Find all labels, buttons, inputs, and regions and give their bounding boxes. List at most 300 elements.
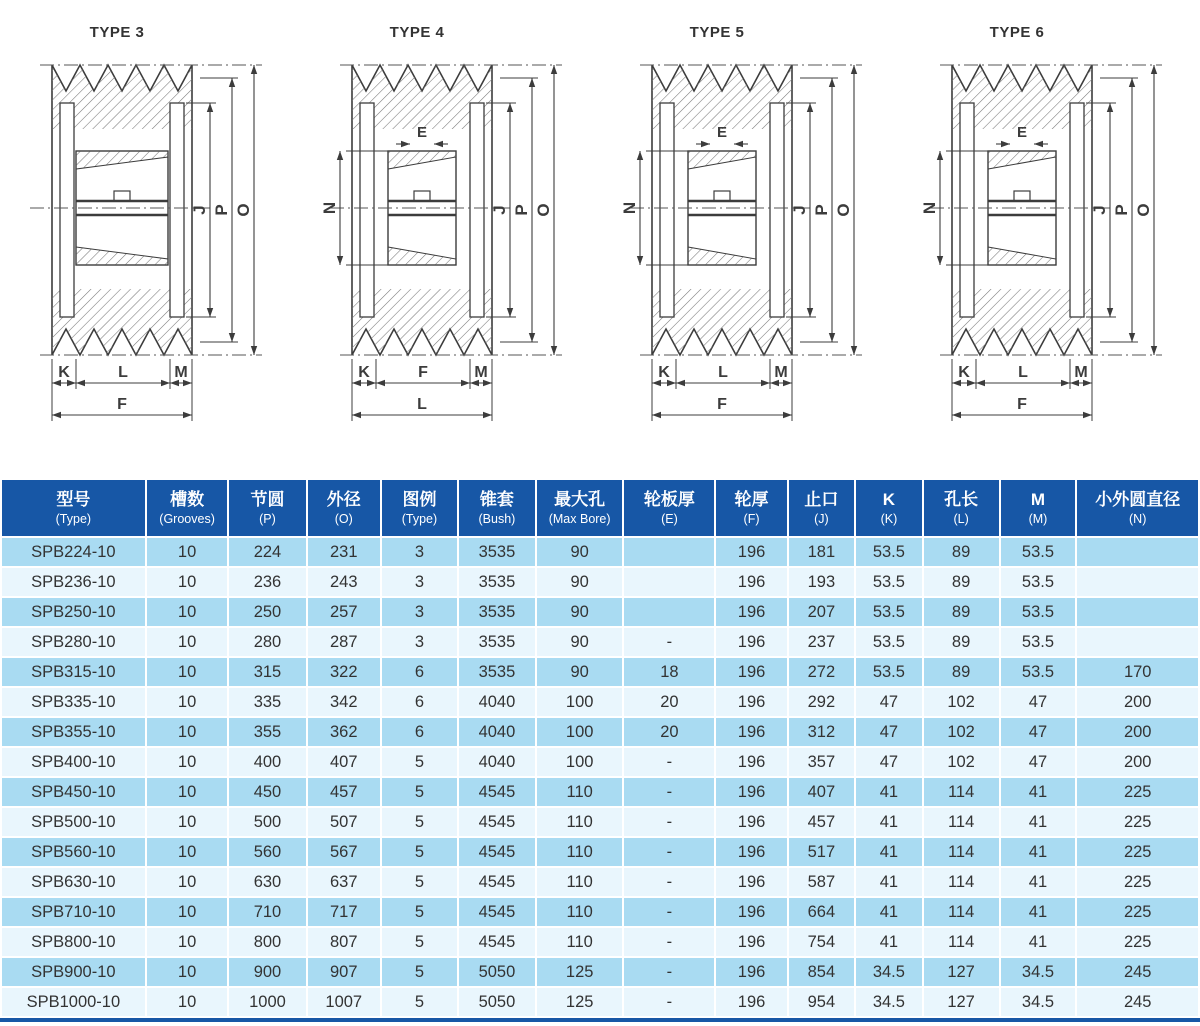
table-cell: - bbox=[624, 868, 714, 896]
table-cell: 196 bbox=[716, 748, 786, 776]
column-header: M (M) bbox=[1001, 480, 1076, 536]
table-cell: 20 bbox=[624, 688, 714, 716]
table-cell: 567 bbox=[308, 838, 381, 866]
column-header: 轮厚 (F) bbox=[716, 480, 786, 536]
table-cell: 41 bbox=[1001, 928, 1076, 956]
table-row bbox=[2, 748, 1198, 776]
table-cell: - bbox=[624, 748, 714, 776]
table-cell: - bbox=[624, 958, 714, 986]
table-cell: 53.5 bbox=[1001, 568, 1076, 596]
table-cell: 3535 bbox=[459, 658, 535, 686]
table-cell: 450 bbox=[229, 778, 305, 806]
table-cell: 225 bbox=[1077, 928, 1198, 956]
svg-text:K: K bbox=[58, 364, 70, 381]
table-cell: 196 bbox=[716, 808, 786, 836]
table-cell: 110 bbox=[537, 898, 622, 926]
svg-text:E: E bbox=[1016, 124, 1028, 141]
table-cell: SPB1000-10 bbox=[2, 988, 145, 1016]
table-cell bbox=[1077, 538, 1198, 566]
table-cell: 47 bbox=[856, 718, 922, 746]
table-cell: 10 bbox=[147, 928, 228, 956]
table-cell: 114 bbox=[924, 838, 999, 866]
table-cell bbox=[1077, 568, 1198, 596]
table-cell: 47 bbox=[856, 688, 922, 716]
table-cell: 900 bbox=[229, 958, 305, 986]
table-cell: 53.5 bbox=[856, 598, 922, 626]
svg-text:O: O bbox=[534, 203, 553, 217]
table-cell: 225 bbox=[1077, 838, 1198, 866]
table-cell: 954 bbox=[789, 988, 855, 1016]
table-cell: SPB500-10 bbox=[2, 808, 145, 836]
table-cell bbox=[624, 538, 714, 566]
table-cell: 89 bbox=[924, 598, 999, 626]
table-cell: 53.5 bbox=[856, 658, 922, 686]
table-cell: 114 bbox=[924, 928, 999, 956]
table-cell: 47 bbox=[1001, 718, 1076, 746]
spec-table-body bbox=[2, 538, 1198, 1016]
pulley-diagram-type-3 bbox=[0, 0, 300, 478]
svg-text:F: F bbox=[1017, 396, 1027, 413]
column-header: K (K) bbox=[856, 480, 922, 536]
table-cell: 196 bbox=[716, 988, 786, 1016]
pulley-drawing bbox=[910, 43, 1190, 473]
table-cell: 10 bbox=[147, 598, 228, 626]
table-cell: 5 bbox=[382, 988, 457, 1016]
table-cell: 245 bbox=[1077, 958, 1198, 986]
table-row bbox=[2, 838, 1198, 866]
table-cell: 110 bbox=[537, 838, 622, 866]
column-header: 小外圆直径 (N) bbox=[1077, 480, 1198, 536]
svg-text:F: F bbox=[717, 396, 727, 413]
column-header: 槽数 (Grooves) bbox=[147, 480, 228, 536]
table-cell: 20 bbox=[624, 718, 714, 746]
table-cell: 315 bbox=[229, 658, 305, 686]
table-cell: 357 bbox=[789, 748, 855, 776]
pulley-diagram-type-6 bbox=[900, 0, 1200, 478]
table-cell: 362 bbox=[308, 718, 381, 746]
table-row bbox=[2, 568, 1198, 596]
table-row bbox=[2, 598, 1198, 626]
table-cell: 10 bbox=[147, 718, 228, 746]
table-cell: 322 bbox=[308, 658, 381, 686]
table-cell: 231 bbox=[308, 538, 381, 566]
table-cell: 225 bbox=[1077, 898, 1198, 926]
table-cell: 89 bbox=[924, 628, 999, 656]
table-cell: 457 bbox=[308, 778, 381, 806]
table-cell: 41 bbox=[1001, 898, 1076, 926]
table-cell: 5 bbox=[382, 928, 457, 956]
table-cell: 637 bbox=[308, 868, 381, 896]
table-cell: 110 bbox=[537, 778, 622, 806]
table-cell: 41 bbox=[1001, 868, 1076, 896]
table-cell: 907 bbox=[308, 958, 381, 986]
table-cell: 5 bbox=[382, 898, 457, 926]
table-cell: 4545 bbox=[459, 838, 535, 866]
svg-text:E: E bbox=[716, 124, 728, 141]
svg-text:M: M bbox=[774, 364, 788, 381]
table-cell: 3 bbox=[382, 598, 457, 626]
table-cell: 517 bbox=[789, 838, 855, 866]
table-cell: 47 bbox=[1001, 688, 1076, 716]
table-cell: 407 bbox=[308, 748, 381, 776]
table-cell: 196 bbox=[716, 928, 786, 956]
table-cell: 4040 bbox=[459, 688, 535, 716]
table-cell: 102 bbox=[924, 688, 999, 716]
table-cell: 754 bbox=[789, 928, 855, 956]
column-header: 型号 (Type) bbox=[2, 480, 145, 536]
table-cell: SPB236-10 bbox=[2, 568, 145, 596]
svg-text:L: L bbox=[718, 364, 728, 381]
table-cell: 10 bbox=[147, 778, 228, 806]
table-cell: SPB224-10 bbox=[2, 538, 145, 566]
svg-text:N: N bbox=[320, 201, 339, 215]
table-cell: 664 bbox=[789, 898, 855, 926]
table-cell: 710 bbox=[229, 898, 305, 926]
table-cell: 114 bbox=[924, 898, 999, 926]
table-cell: 342 bbox=[308, 688, 381, 716]
table-cell: SPB335-10 bbox=[2, 688, 145, 716]
table-cell: 257 bbox=[308, 598, 381, 626]
table-row bbox=[2, 988, 1198, 1016]
pulley-drawing bbox=[10, 43, 290, 473]
pulley-diagrams bbox=[0, 0, 1200, 478]
svg-text:O: O bbox=[234, 203, 253, 217]
svg-text:N: N bbox=[920, 201, 939, 215]
svg-text:P: P bbox=[212, 204, 231, 216]
table-cell: 6 bbox=[382, 688, 457, 716]
table-cell: 5050 bbox=[459, 958, 535, 986]
table-cell: 41 bbox=[1001, 838, 1076, 866]
table-cell: SPB250-10 bbox=[2, 598, 145, 626]
table-cell: 102 bbox=[924, 718, 999, 746]
table-cell: - bbox=[624, 988, 714, 1016]
table-cell: 110 bbox=[537, 808, 622, 836]
table-cell: 807 bbox=[308, 928, 381, 956]
table-cell: 5 bbox=[382, 958, 457, 986]
table-cell: 18 bbox=[624, 658, 714, 686]
table-cell: 5 bbox=[382, 778, 457, 806]
table-cell: SPB630-10 bbox=[2, 868, 145, 896]
header-row bbox=[2, 480, 1198, 536]
table-cell: 10 bbox=[147, 688, 228, 716]
pulley-drawing bbox=[310, 43, 590, 473]
table-cell: 34.5 bbox=[1001, 988, 1076, 1016]
table-cell: 355 bbox=[229, 718, 305, 746]
table-cell: 41 bbox=[856, 898, 922, 926]
table-cell: 4545 bbox=[459, 808, 535, 836]
table-cell: SPB315-10 bbox=[2, 658, 145, 686]
column-header: 止口 (J) bbox=[789, 480, 855, 536]
table-cell: 90 bbox=[537, 658, 622, 686]
table-cell: 272 bbox=[789, 658, 855, 686]
table-cell: 127 bbox=[924, 988, 999, 1016]
table-cell: 90 bbox=[537, 568, 622, 596]
column-header: 锥套 (Bush) bbox=[459, 480, 535, 536]
svg-text:M: M bbox=[174, 364, 188, 381]
diagram-title: TYPE 4 bbox=[389, 24, 445, 41]
table-cell: 41 bbox=[856, 868, 922, 896]
table-cell: 200 bbox=[1077, 718, 1198, 746]
table-cell: 100 bbox=[537, 718, 622, 746]
table-cell: 125 bbox=[537, 988, 622, 1016]
table-cell: 500 bbox=[229, 808, 305, 836]
table-cell: SPB400-10 bbox=[2, 748, 145, 776]
table-cell: 10 bbox=[147, 628, 228, 656]
table-cell: 41 bbox=[856, 808, 922, 836]
svg-text:J: J bbox=[190, 205, 209, 215]
svg-text:J: J bbox=[1090, 205, 1109, 215]
svg-text:K: K bbox=[958, 364, 970, 381]
diagram-title: TYPE 5 bbox=[689, 24, 745, 41]
table-cell: 110 bbox=[537, 928, 622, 956]
table-row bbox=[2, 898, 1198, 926]
table-cell: 4545 bbox=[459, 898, 535, 926]
table-cell: 3535 bbox=[459, 628, 535, 656]
table-cell: 400 bbox=[229, 748, 305, 776]
column-header: 图例 (Type) bbox=[382, 480, 457, 536]
spec-table bbox=[0, 478, 1200, 1018]
table-cell: 47 bbox=[856, 748, 922, 776]
svg-text:M: M bbox=[1074, 364, 1088, 381]
table-cell: 292 bbox=[789, 688, 855, 716]
table-cell: 1007 bbox=[308, 988, 381, 1016]
table-cell: SPB280-10 bbox=[2, 628, 145, 656]
table-cell: 10 bbox=[147, 838, 228, 866]
table-cell: 243 bbox=[308, 568, 381, 596]
svg-text:E: E bbox=[416, 124, 428, 141]
table-cell: 587 bbox=[789, 868, 855, 896]
table-row bbox=[2, 958, 1198, 986]
table-cell: 200 bbox=[1077, 688, 1198, 716]
diagram-title: TYPE 6 bbox=[989, 24, 1045, 41]
table-cell: SPB355-10 bbox=[2, 718, 145, 746]
table-cell: 34.5 bbox=[856, 988, 922, 1016]
table-cell: 47 bbox=[1001, 748, 1076, 776]
table-cell: 41 bbox=[856, 778, 922, 806]
table-cell: 196 bbox=[716, 838, 786, 866]
table-cell: 630 bbox=[229, 868, 305, 896]
table-cell: 41 bbox=[856, 838, 922, 866]
column-header: 孔长 (L) bbox=[924, 480, 999, 536]
table-cell: 507 bbox=[308, 808, 381, 836]
table-cell: 236 bbox=[229, 568, 305, 596]
svg-text:F: F bbox=[418, 364, 428, 381]
table-cell: SPB900-10 bbox=[2, 958, 145, 986]
pulley-diagram-type-4 bbox=[300, 0, 600, 478]
table-cell: 4545 bbox=[459, 928, 535, 956]
table-row bbox=[2, 868, 1198, 896]
table-cell: 34.5 bbox=[1001, 958, 1076, 986]
table-cell: 225 bbox=[1077, 778, 1198, 806]
table-cell: 717 bbox=[308, 898, 381, 926]
table-cell: 200 bbox=[1077, 748, 1198, 776]
table-cell: 3 bbox=[382, 538, 457, 566]
table-cell: SPB560-10 bbox=[2, 838, 145, 866]
svg-text:L: L bbox=[1018, 364, 1028, 381]
svg-text:L: L bbox=[417, 396, 427, 413]
svg-text:J: J bbox=[490, 205, 509, 215]
table-cell: 53.5 bbox=[856, 538, 922, 566]
table-row bbox=[2, 628, 1198, 656]
table-cell: 245 bbox=[1077, 988, 1198, 1016]
table-cell: 5050 bbox=[459, 988, 535, 1016]
svg-text:N: N bbox=[620, 201, 639, 215]
table-cell: 237 bbox=[789, 628, 855, 656]
table-cell: 10 bbox=[147, 748, 228, 776]
table-cell: 5 bbox=[382, 748, 457, 776]
table-cell: 250 bbox=[229, 598, 305, 626]
table-cell: 5 bbox=[382, 838, 457, 866]
table-cell: 5 bbox=[382, 808, 457, 836]
svg-text:M: M bbox=[474, 364, 488, 381]
table-cell: 114 bbox=[924, 778, 999, 806]
table-cell: - bbox=[624, 808, 714, 836]
table-cell: - bbox=[624, 628, 714, 656]
table-cell: 53.5 bbox=[1001, 628, 1076, 656]
table-cell: 53.5 bbox=[856, 568, 922, 596]
svg-text:F: F bbox=[117, 396, 127, 413]
table-row bbox=[2, 688, 1198, 716]
table-cell: 225 bbox=[1077, 868, 1198, 896]
table-cell: 4545 bbox=[459, 868, 535, 896]
table-cell: 100 bbox=[537, 688, 622, 716]
table-cell: 114 bbox=[924, 808, 999, 836]
column-header: 节圆 (P) bbox=[229, 480, 305, 536]
table-cell: 4040 bbox=[459, 718, 535, 746]
table-cell: 6 bbox=[382, 658, 457, 686]
table-cell: 224 bbox=[229, 538, 305, 566]
table-cell: 196 bbox=[716, 628, 786, 656]
table-cell: 5 bbox=[382, 868, 457, 896]
table-cell: SPB450-10 bbox=[2, 778, 145, 806]
table-cell bbox=[1077, 628, 1198, 656]
table-cell: 125 bbox=[537, 958, 622, 986]
table-cell: 196 bbox=[716, 718, 786, 746]
table-cell: - bbox=[624, 838, 714, 866]
table-row bbox=[2, 808, 1198, 836]
table-cell bbox=[624, 598, 714, 626]
table-cell: 196 bbox=[716, 538, 786, 566]
svg-text:K: K bbox=[658, 364, 670, 381]
svg-text:O: O bbox=[1134, 203, 1153, 217]
table-cell: 10 bbox=[147, 868, 228, 896]
table-cell: 170 bbox=[1077, 658, 1198, 686]
table-cell: 225 bbox=[1077, 808, 1198, 836]
svg-text:L: L bbox=[118, 364, 128, 381]
pulley-diagram-type-5 bbox=[600, 0, 900, 478]
column-header: 最大孔 (Max Bore) bbox=[537, 480, 622, 536]
table-row bbox=[2, 778, 1198, 806]
table-cell: 89 bbox=[924, 568, 999, 596]
svg-text:P: P bbox=[512, 204, 531, 216]
table-cell: 10 bbox=[147, 808, 228, 836]
pulley-drawing bbox=[610, 43, 890, 473]
table-cell: 280 bbox=[229, 628, 305, 656]
table-cell: 10 bbox=[147, 988, 228, 1016]
table-cell: 3 bbox=[382, 628, 457, 656]
table-cell: 196 bbox=[716, 658, 786, 686]
table-cell: SPB710-10 bbox=[2, 898, 145, 926]
spec-table-wrap bbox=[0, 478, 1200, 1022]
table-cell: 196 bbox=[716, 778, 786, 806]
table-cell: 3535 bbox=[459, 568, 535, 596]
table-cell: 4545 bbox=[459, 778, 535, 806]
table-cell: 335 bbox=[229, 688, 305, 716]
table-cell: 196 bbox=[716, 898, 786, 926]
table-cell: 10 bbox=[147, 658, 228, 686]
table-cell: 53.5 bbox=[1001, 538, 1076, 566]
spec-table-head bbox=[2, 480, 1198, 536]
table-cell: 3535 bbox=[459, 598, 535, 626]
table-cell: 90 bbox=[537, 628, 622, 656]
table-cell: 41 bbox=[1001, 808, 1076, 836]
svg-text:O: O bbox=[834, 203, 853, 217]
table-cell: - bbox=[624, 928, 714, 956]
table-cell: 196 bbox=[716, 958, 786, 986]
table-cell: 312 bbox=[789, 718, 855, 746]
table-cell bbox=[1077, 598, 1198, 626]
table-cell: 196 bbox=[716, 688, 786, 716]
svg-text:P: P bbox=[812, 204, 831, 216]
table-cell: 196 bbox=[716, 568, 786, 596]
table-cell: 10 bbox=[147, 568, 228, 596]
table-cell: 193 bbox=[789, 568, 855, 596]
table-cell: 53.5 bbox=[856, 628, 922, 656]
table-cell bbox=[624, 568, 714, 596]
table-cell: 90 bbox=[537, 598, 622, 626]
table-cell: 457 bbox=[789, 808, 855, 836]
table-cell: 110 bbox=[537, 868, 622, 896]
table-cell: 90 bbox=[537, 538, 622, 566]
table-cell: 800 bbox=[229, 928, 305, 956]
svg-text:J: J bbox=[790, 205, 809, 215]
table-cell: 560 bbox=[229, 838, 305, 866]
table-cell: 3535 bbox=[459, 538, 535, 566]
table-cell: 41 bbox=[856, 928, 922, 956]
column-header: 轮板厚 (E) bbox=[624, 480, 714, 536]
table-cell: 196 bbox=[716, 598, 786, 626]
table-cell: 407 bbox=[789, 778, 855, 806]
table-cell: 114 bbox=[924, 868, 999, 896]
table-cell: 1000 bbox=[229, 988, 305, 1016]
table-cell: 89 bbox=[924, 538, 999, 566]
table-row bbox=[2, 928, 1198, 956]
table-cell: 6 bbox=[382, 718, 457, 746]
table-cell: 3 bbox=[382, 568, 457, 596]
svg-text:P: P bbox=[1112, 204, 1131, 216]
table-cell: 854 bbox=[789, 958, 855, 986]
table-cell: 53.5 bbox=[1001, 658, 1076, 686]
table-row bbox=[2, 658, 1198, 686]
table-cell: 207 bbox=[789, 598, 855, 626]
table-cell: 181 bbox=[789, 538, 855, 566]
diagram-title: TYPE 3 bbox=[89, 24, 145, 41]
table-cell: 10 bbox=[147, 958, 228, 986]
table-row bbox=[2, 538, 1198, 566]
table-cell: 100 bbox=[537, 748, 622, 776]
table-cell: 102 bbox=[924, 748, 999, 776]
table-cell: 41 bbox=[1001, 778, 1076, 806]
table-cell: 287 bbox=[308, 628, 381, 656]
table-row bbox=[2, 718, 1198, 746]
table-cell: 10 bbox=[147, 538, 228, 566]
table-cell: 34.5 bbox=[856, 958, 922, 986]
table-cell: 127 bbox=[924, 958, 999, 986]
table-cell: - bbox=[624, 898, 714, 926]
svg-text:K: K bbox=[358, 364, 370, 381]
table-cell: 4040 bbox=[459, 748, 535, 776]
table-cell: 10 bbox=[147, 898, 228, 926]
